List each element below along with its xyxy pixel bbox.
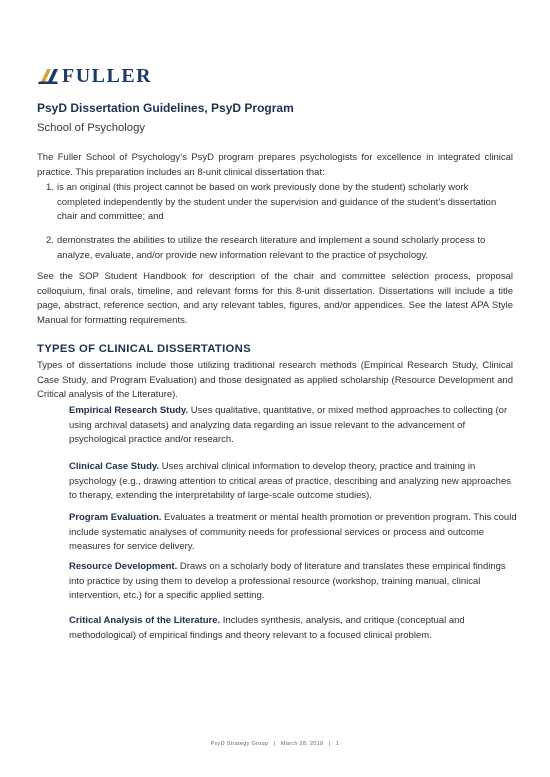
- type-description: Evaluates a treatment or mental health promotion or prevention program. This could include systematic analyses of community needs for professional services or process and outcome measures for service delivery.: [69, 512, 517, 553]
- type-term: Critical Analysis of the Literature.: [69, 615, 221, 626]
- dissertation-type-item: [69, 460, 517, 504]
- list-item-text: is an original (this project cannot be based on work previously done by the student) scholarly work completed independently by the student under the supervision and guidance of the student’s dissertation chair and committee; and: [57, 182, 497, 223]
- type-term: Clinical Case Study.: [69, 461, 160, 472]
- logo-text: FULLER: [62, 65, 153, 87]
- dissertation-type-item: [69, 511, 517, 555]
- types-intro-paragraph: Types of dissertations include those utilizing traditional research methods (Empirical Research Study, Clinical Case Study, and Program Evaluation) and those designated as applied scholarship (Resource Development and Critical analysis of the Literature).: [37, 360, 513, 401]
- type-description: Includes synthesis, analysis, and critique (conceptual and methodological) of empirical findings and theory relevant to a focused clinical problem.: [69, 615, 465, 641]
- type-term: Resource Development.: [69, 561, 178, 572]
- fuller-logo-mark-icon: [37, 68, 59, 85]
- page-title: PsyD Dissertation Guidelines, PsyD Program: [37, 101, 294, 115]
- list-item-number: 1.: [46, 182, 54, 193]
- list-item-text: demonstrates the abilities to utilize the research literature and implement a sound scholarly process to analyze, evaluate, and/or provide new information relevant to the practice of psychology.: [57, 235, 486, 261]
- dissertation-type-item: [69, 614, 517, 643]
- list-item: [46, 234, 513, 263]
- section-heading: TYPES OF CLINICAL DISSERTATIONS: [37, 343, 251, 355]
- type-description: Uses archival clinical information to develop theory, practice and training in psychology (e.g., drawing attention to critical areas of practice, describing and analyzing new approaches to therapy, extending the interpretability of large-scale outcome studies).: [69, 461, 512, 502]
- list-item: [46, 181, 513, 225]
- handbook-paragraph: See the SOP Student Handbook for description of the chair and committee selection process, proposal colloquium, final orals, timeline, and relevant forms for this 8-unit dissertation. Dissertations will include a title page, abstract, reference section, and any relevant tables, figures, and/or appendices. See the latest APA Style Manual for formatting requirements.: [37, 271, 513, 326]
- dissertation-type-item: [69, 404, 517, 448]
- page-footer: PsyD Strategy Group | March 28, 2018 | 1: [210, 741, 340, 747]
- dissertation-type-item: [69, 560, 517, 604]
- fuller-logo: [37, 67, 152, 85]
- type-term: Program Evaluation.: [69, 512, 162, 523]
- type-description: Uses qualitative, quantitative, or mixed method approaches to collecting (or using archival datasets) and analyzing data regarding an issue relevant to the advancement of psychological practice and/or research.: [69, 405, 508, 446]
- list-item-number: 2.: [46, 235, 54, 246]
- type-description: Draws on a scholarly body of literature and translates these empirical findings into practice by using them to develop a professional resource (workshop, training manual, clinical intervention, etc.) for a specific applied setting.: [69, 561, 506, 602]
- intro-paragraph: The Fuller School of Psychology’s PsyD program prepares psychologists for excellence in integrated clinical practice. This preparation includes an 8-unit clinical dissertation that:: [37, 152, 513, 178]
- page-subtitle: School of Psychology: [37, 122, 146, 134]
- type-term: Empirical Research Study.: [69, 405, 189, 416]
